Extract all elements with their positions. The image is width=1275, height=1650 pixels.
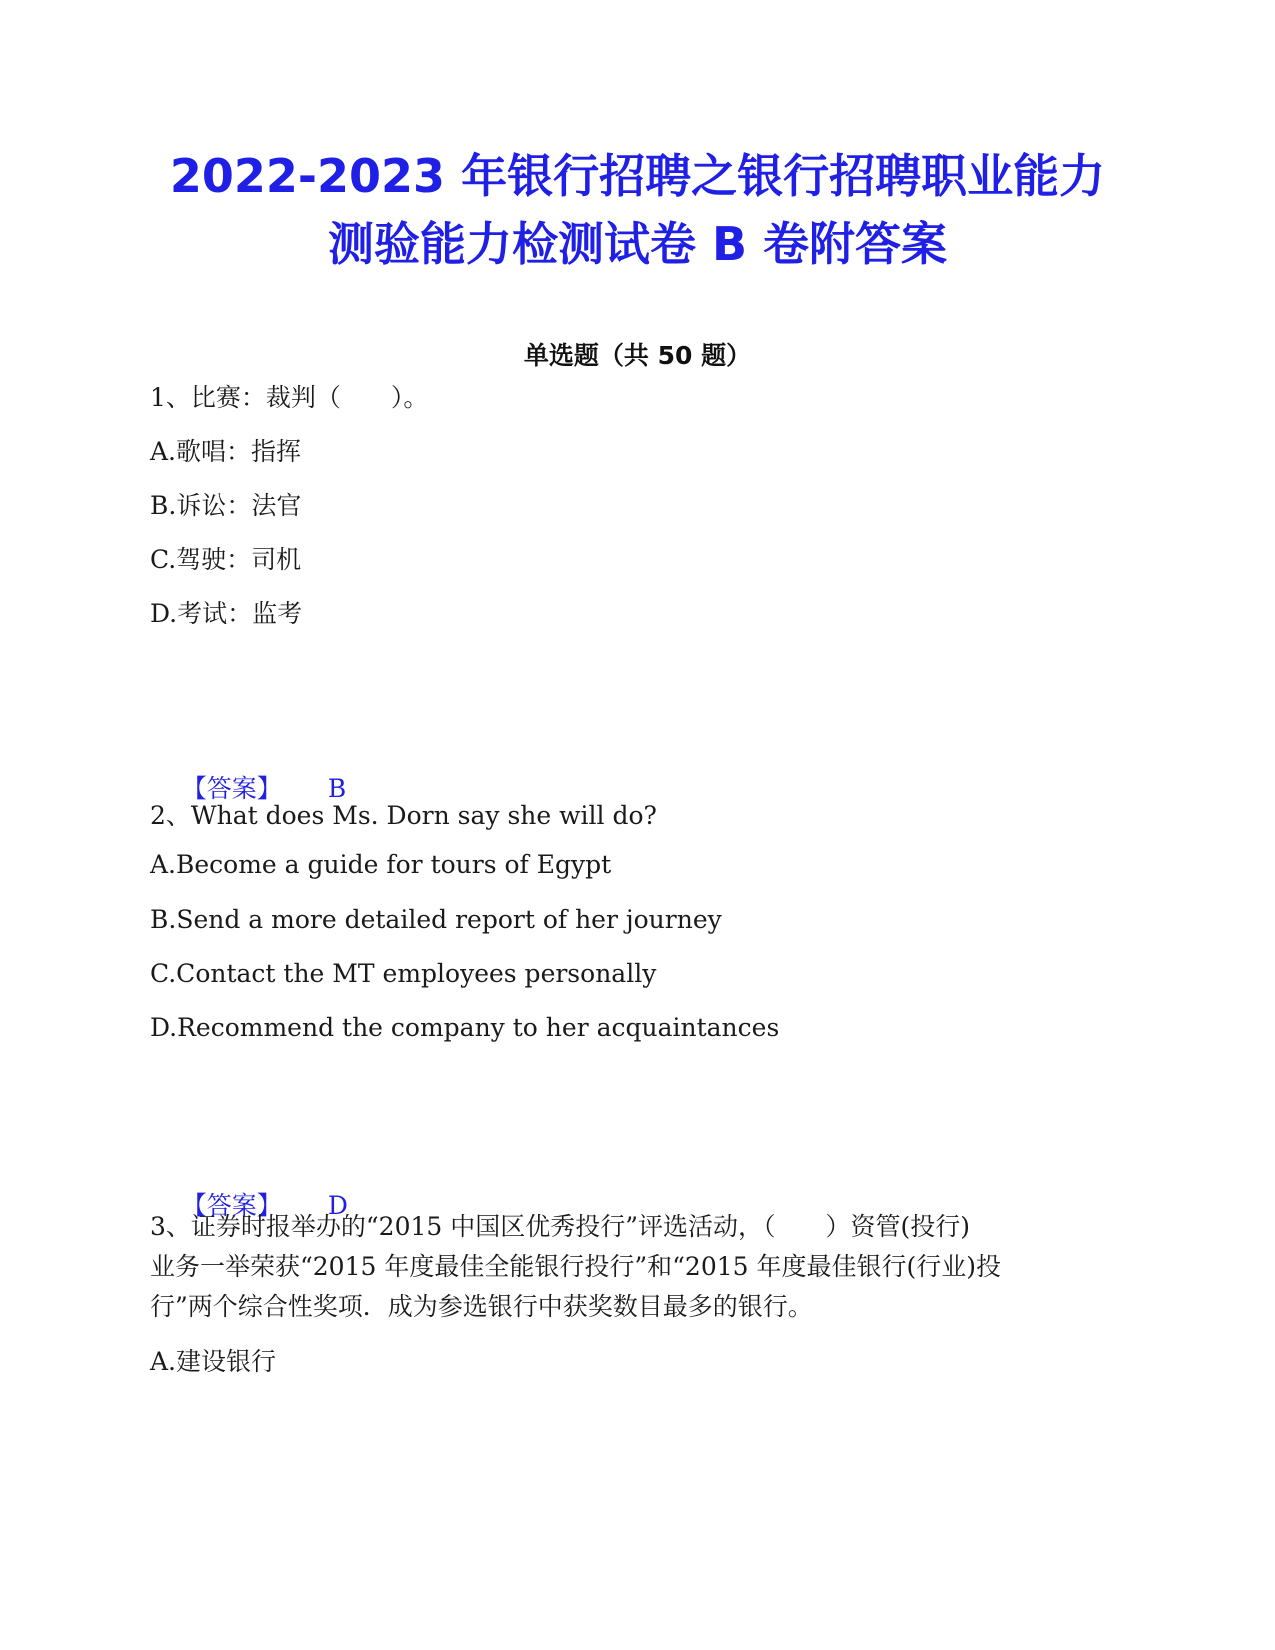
title-line-1: 2022-2023 年银行招聘之银行招聘职业能力 xyxy=(169,149,1106,203)
question-2-option-d: D.Recommend the company to her acquaintances xyxy=(150,1013,780,1042)
question-2-option-c: C.Contact the MT employees personally xyxy=(150,959,657,988)
question-1-stem: 1、比赛：裁判（ ）。 xyxy=(150,383,429,412)
answer-value: B xyxy=(327,774,347,803)
answer-label: 【答案】 xyxy=(181,774,282,803)
question-2-option-a: A.Become a guide for tours of Egypt xyxy=(150,850,612,879)
document-title xyxy=(120,142,1155,278)
question-3-stem-line-1: 3、证券时报举办的“2015 中国区优秀投行”评选活动，（ ）资管(投行) xyxy=(150,1212,971,1241)
section-heading: 单选题（共 50 题） xyxy=(523,341,752,370)
question-1-option-c: C.驾驶：司机 xyxy=(150,545,302,574)
question-2-stem: 2、What does Ms. Dorn say she will do? xyxy=(150,801,657,830)
question-3-stem-line-2: 业务一举荣获“2015 年度最佳全能银行投行”和“2015 年度最佳银行(行业)投 xyxy=(150,1252,1001,1281)
question-3-stem xyxy=(150,1207,1100,1327)
question-2-option-b: B.Send a more detailed report of her journey xyxy=(150,905,722,934)
answer-value: D xyxy=(327,1191,348,1220)
answer-label: 【答案】 xyxy=(181,1191,282,1220)
question-3-stem-line-3: 行”两个综合性奖项．成为参选银行中获奖数目最多的银行。 xyxy=(150,1292,813,1321)
question-3-option-a: A.建设银行 xyxy=(150,1347,277,1376)
question-1-option-a: A.歌唱：指挥 xyxy=(150,437,302,466)
question-1-option-b: B.诉讼：法官 xyxy=(150,491,302,520)
title-line-2: 测验能力检测试卷 B 卷附答案 xyxy=(327,217,948,271)
question-1-option-d: D.考试：监考 xyxy=(150,599,303,628)
